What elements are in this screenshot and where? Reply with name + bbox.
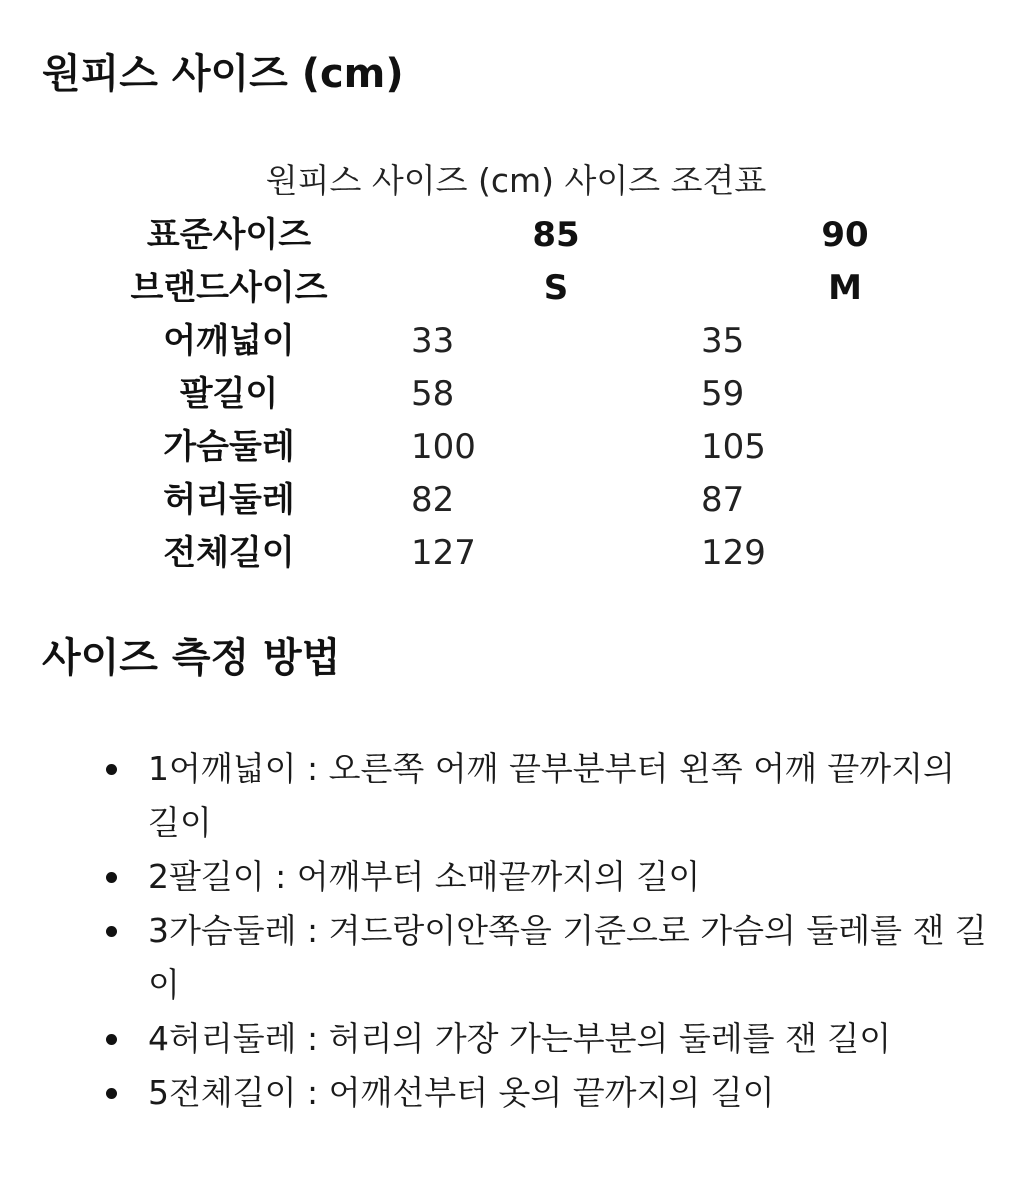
- bullet-icon: [106, 926, 117, 937]
- header-value-standard-s: 85: [532, 215, 580, 255]
- size-table-row: [0, 527, 1032, 579]
- list-item: [148, 904, 988, 1012]
- list-item-text: 2팔길이 : 어깨부터 소매끝까지의 길이: [148, 857, 701, 896]
- row-label: 팔길이: [179, 374, 279, 414]
- header-value-brand-s: S: [543, 268, 569, 308]
- size-table-row: [0, 315, 1032, 367]
- list-item-text: 4허리둘레 : 허리의 가장 가는부분의 둘레를 잰 길이: [148, 1019, 892, 1058]
- size-table-row: [0, 368, 1032, 420]
- size-table-header-row: [0, 209, 1032, 261]
- size-table-header-row: [0, 262, 1032, 314]
- measurement-method-list: [0, 742, 988, 1120]
- size-table-caption: 원피스 사이즈 (cm) 사이즈 조견표: [265, 161, 767, 200]
- row-value-m: 105: [701, 427, 766, 467]
- row-label: 어깨넓이: [163, 321, 295, 361]
- page-title: 원피스 사이즈 (cm): [42, 51, 404, 97]
- size-table-row: [0, 474, 1032, 526]
- list-item: [148, 1012, 988, 1066]
- row-value-m: 87: [701, 480, 745, 520]
- row-value-m: 35: [701, 321, 745, 361]
- row-value-s: 127: [411, 533, 476, 573]
- list-item: [148, 742, 988, 850]
- row-value-s: 82: [411, 480, 455, 520]
- row-value-m: 59: [701, 374, 745, 414]
- row-value-s: 100: [411, 427, 476, 467]
- measurement-method-title: 사이즈 측정 방법: [42, 635, 341, 681]
- list-item: [148, 1066, 988, 1120]
- bullet-icon: [106, 872, 117, 883]
- row-value-s: 58: [411, 374, 455, 414]
- row-value-m: 129: [701, 533, 766, 573]
- bullet-icon: [106, 764, 117, 775]
- row-label: 전체길이: [163, 533, 295, 573]
- list-item-text: 1어깨넓이 : 오른쪽 어깨 끝부분부터 왼쪽 어깨 끝까지의 길이: [148, 749, 955, 842]
- row-value-s: 33: [411, 321, 455, 361]
- header-label-brand-size: 브랜드사이즈: [130, 268, 328, 308]
- header-value-standard-m: 90: [821, 215, 869, 255]
- header-label-standard-size: 표준사이즈: [146, 215, 312, 255]
- size-table-row: [0, 421, 1032, 473]
- list-item-text: 3가슴둘레 : 겨드랑이안쪽을 기준으로 가슴의 둘레를 잰 길이: [148, 911, 987, 1004]
- bullet-icon: [106, 1088, 117, 1099]
- list-item-text: 5전체길이 : 어깨선부터 옷의 끝까지의 길이: [148, 1073, 775, 1112]
- list-item: [148, 850, 988, 904]
- row-label: 가슴둘레: [163, 427, 295, 467]
- header-value-brand-m: M: [828, 268, 862, 308]
- bullet-icon: [106, 1034, 117, 1045]
- row-label: 허리둘레: [163, 480, 295, 520]
